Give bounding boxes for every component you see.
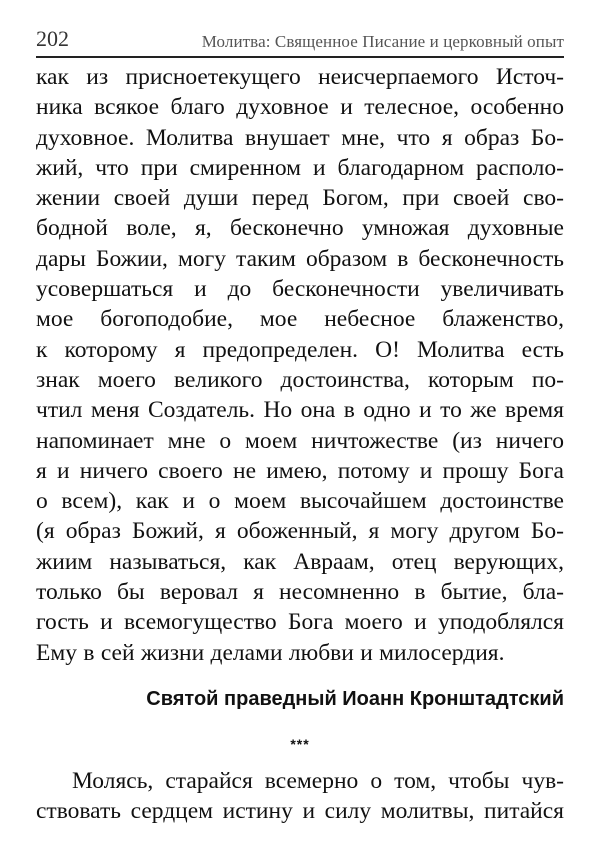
running-title: Молитва: Священное Писание и церковный опыт: [201, 32, 564, 51]
next-paragraph: [36, 766, 564, 827]
section-separator: ***: [290, 736, 310, 752]
text-line: только бы веровал я несомненно в бытие, бла-: [36, 579, 564, 606]
text-line: духовное. Молитва внушает мне, что я образ Бо-: [36, 124, 564, 151]
text-line: жий, что при смиренном и благодарном располо-: [36, 154, 564, 181]
text-line: ствовать сердцем истину и силу молитвы, питайся: [36, 798, 564, 825]
text-line: чтил меня Создатель. Но она в одно и то же время: [36, 397, 564, 424]
page-number: 202: [36, 26, 69, 51]
text-line: напоминает мне о моем ничтожестве (из ничего: [36, 427, 564, 454]
text-line: жиим называться, как Авраам, отец верующих,: [36, 548, 564, 575]
body-paragraph: [36, 62, 564, 668]
text-line: ника всякое благо духовное и телесное, особенно: [36, 94, 564, 121]
text-line: гость и всемогущество Бога моего и уподоблялся: [36, 609, 564, 636]
running-head: [36, 22, 564, 50]
text-line: Ему в сей жизни делами любви и милосердия.: [36, 639, 505, 666]
text-line: о всем), как и о моем высочайшем достоинстве: [36, 488, 564, 515]
text-line: как из присноетекущего неисчерпаемого Источ-: [36, 64, 564, 90]
text-line: к которому я предопределен. О! Молитва есть: [36, 336, 564, 363]
text-line: мое богоподобие, мое небесное блаженство,: [36, 306, 564, 333]
attribution: Святой праведный Иоанн Кронштадтский: [146, 688, 564, 710]
text-line: бодной воле, я, бесконечно умножая духовные: [36, 215, 564, 242]
text-line: усовершаться и до бесконечности увеличивать: [36, 276, 564, 303]
text-line: жении своей души перед Богом, при своей сво-: [36, 185, 564, 212]
text-line: Молясь, старайся всемерно о том, чтобы чув-: [72, 768, 564, 794]
header-rule: [36, 56, 564, 58]
text-line: я и ничего своего не имею, потому и прошу Бога: [36, 457, 564, 484]
text-line: дары Божии, могу таким образом в бесконечность: [36, 245, 564, 272]
text-line: (я образ Божий, я обоженный, я могу другом Бо-: [36, 518, 564, 545]
text-line: знак моего великого достоинства, которым по-: [36, 366, 564, 393]
